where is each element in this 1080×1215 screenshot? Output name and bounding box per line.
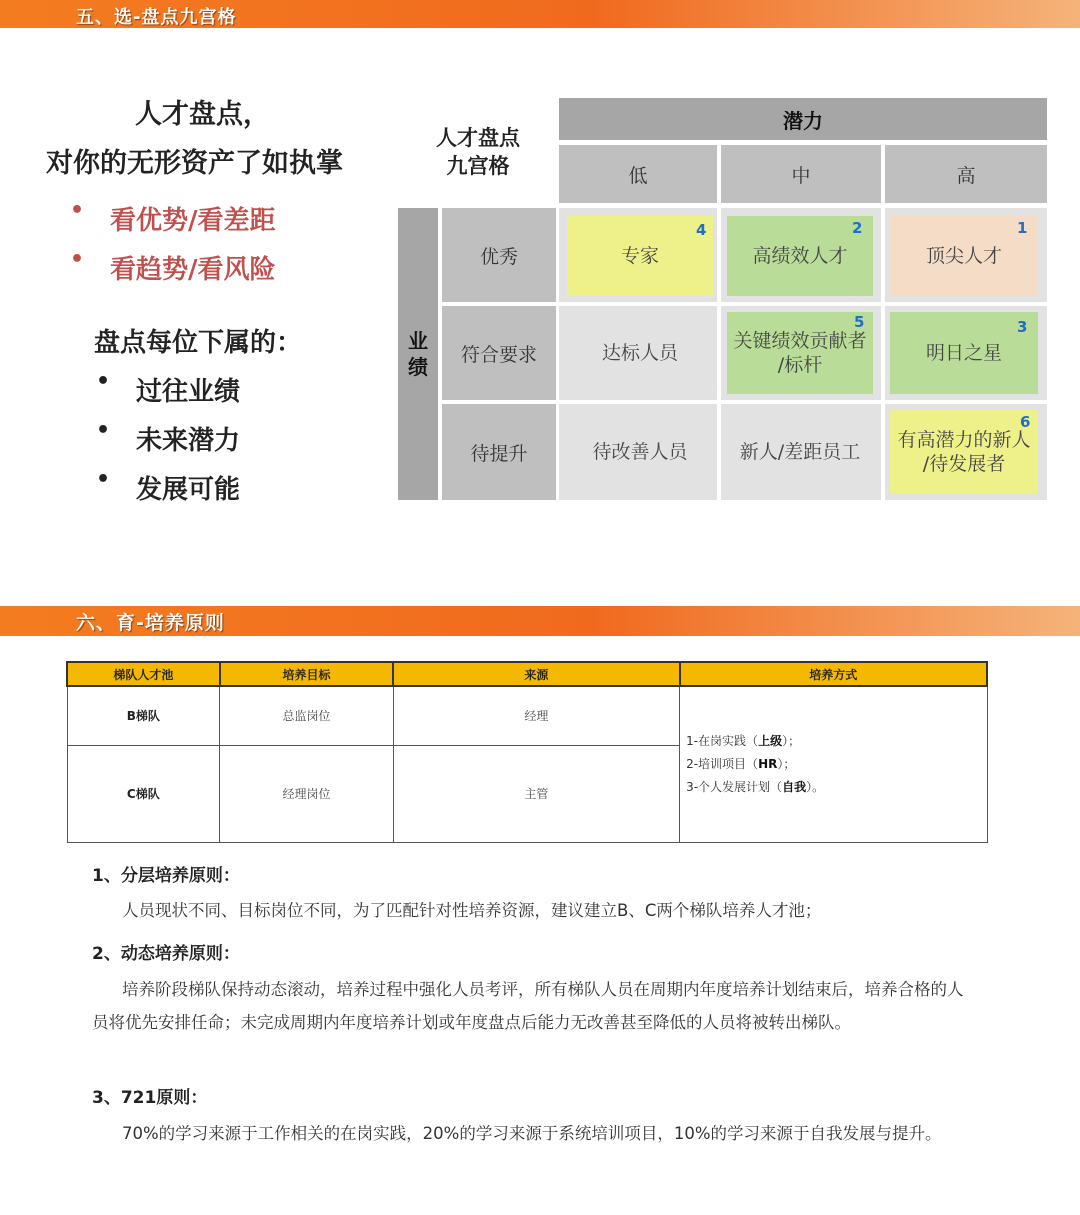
- method-bold: 自我: [782, 779, 807, 794]
- training-table: [66, 661, 988, 843]
- grid-cell-needs-improvement: 待改善人员: [592, 441, 688, 463]
- table-cell-methods: [680, 686, 987, 842]
- grid-cell-rising-star: 明日之星: [890, 312, 1038, 394]
- principle-body: 人员现状不同、目标岗位不同，为了匹配针对性培养资源，建议建立B、C两个梯队培养人才池；: [122, 901, 822, 920]
- grid-cell-top-talent: 顶尖人才: [890, 216, 1038, 296]
- grid-cell-text-line1: 有高潜力的新人: [897, 429, 1031, 451]
- red-bullet-text: 看优势/看差距: [110, 206, 276, 236]
- row-header-improve: 待提升: [442, 404, 556, 500]
- intro-line2: 对你的无形资产了如执掌: [46, 148, 343, 179]
- grid-number: 1: [1017, 219, 1028, 237]
- principle-text: [92, 1117, 972, 1150]
- grid-cell-high-potential-newcomer: [890, 410, 1038, 494]
- row-header-meets: 符合要求: [442, 306, 556, 400]
- table-cell-target: 总监岗位: [220, 686, 394, 745]
- method-suffix: ）。: [806, 779, 825, 794]
- potential-header: 潜力: [559, 98, 1047, 140]
- grid-number: 3: [1017, 318, 1028, 336]
- section2-banner: [0, 606, 1080, 636]
- section1-banner: [0, 0, 1080, 28]
- table-header: 培养方式: [680, 662, 987, 686]
- grid-cell-key-contributor: [727, 312, 873, 394]
- grid-cell-expert: 专家: [567, 216, 713, 296]
- method-prefix: 1-在岗实践（: [686, 733, 759, 748]
- principle-text: [92, 973, 972, 1039]
- grid-title-line2: 九宫格: [446, 154, 510, 178]
- bullet-dot-icon: •: [70, 247, 85, 272]
- grid-cell-qualified: 达标人员: [601, 342, 678, 364]
- row-header-excellent: 优秀: [442, 208, 556, 302]
- method-prefix: 3-个人发展计划（: [686, 779, 783, 794]
- method-bold: 上级: [758, 733, 783, 748]
- grid-number: 2: [852, 219, 863, 237]
- principle-body: 70%的学习来源于工作相关的在岗实践，20%的学习来源于系统培训项目，10%的学习来源于自我发展与提升。: [122, 1124, 942, 1143]
- performance-label-1: 业: [408, 329, 428, 353]
- bullet-text: 发展可能: [136, 475, 241, 505]
- method-line: [680, 776, 986, 799]
- column-header-low: 低: [559, 145, 717, 203]
- table-cell-pool: B梯队: [67, 686, 220, 745]
- grid-cell-text-line2: /标杆: [777, 354, 823, 376]
- table-row: [67, 686, 987, 745]
- grid-number: 6: [1020, 413, 1031, 431]
- column-header-mid: 中: [721, 145, 881, 203]
- table-header: 来源: [393, 662, 679, 686]
- bullet-text: 过往业绩: [136, 377, 241, 407]
- section1-title: 五、选-盘点九宫格: [76, 7, 237, 28]
- bullet-dot-icon: •: [96, 418, 111, 443]
- method-suffix: ）；: [782, 733, 801, 748]
- principle-title: 2、动态培养原则：: [92, 944, 240, 964]
- bullet-dot-icon: •: [70, 198, 85, 223]
- table-header: 培养目标: [220, 662, 394, 686]
- bullet-dot-icon: •: [96, 467, 111, 492]
- section2-title: 六、育-培养原则: [76, 612, 225, 634]
- table-cell-target: 经理岗位: [220, 745, 394, 842]
- method-line: [680, 730, 986, 753]
- principle-text: [92, 894, 972, 927]
- grid-cell-newcomer-gap: 新人/差距员工: [739, 441, 861, 463]
- method-bold: HR: [758, 756, 778, 771]
- grid-title-line1: 人才盘点: [436, 126, 520, 150]
- bullet-text: 未来潜力: [136, 426, 241, 456]
- performance-label-2: 绩: [408, 355, 428, 379]
- grid-number: 5: [854, 313, 865, 331]
- method-prefix: 2-培训项目（: [686, 756, 759, 771]
- method-line: [680, 753, 986, 776]
- grid-title: [428, 124, 528, 180]
- grid-cell-text-line1: 关键绩效贡献者: [733, 330, 867, 352]
- table-header: 梯队人才池: [67, 662, 220, 686]
- performance-header: [398, 208, 438, 500]
- sub-heading: 盘点每位下属的：: [94, 328, 303, 358]
- principle-title: 1、分层培养原则：: [92, 866, 240, 886]
- principle-title: 3、721原则：: [92, 1088, 208, 1108]
- table-cell-source: 经理: [393, 686, 679, 745]
- grid-number: 4: [696, 221, 707, 239]
- red-bullet-text: 看趋势/看风险: [110, 255, 276, 285]
- principle-body: 培养阶段梯队保持动态滚动，培养过程中强化人员考评，所有梯队人员在周期内年度培养计划结束后，培养合格的人员将优先安排任命；未完成周期内年度培养计划或年度盘点后能力无改善甚至降低的人员将被转出梯队。: [92, 980, 964, 1032]
- table-cell-source: 主管: [393, 745, 679, 842]
- intro-line1: 人才盘点，: [135, 99, 270, 130]
- grid-cell-text-line2: /待发展者: [922, 453, 1006, 475]
- grid-cell-high-performer: 高绩效人才: [727, 216, 873, 296]
- bullet-dot-icon: •: [96, 369, 111, 394]
- method-suffix: ）；: [777, 756, 796, 771]
- table-cell-pool: C梯队: [67, 745, 220, 842]
- column-header-high: 高: [885, 145, 1047, 203]
- table-header-row: [67, 662, 987, 686]
